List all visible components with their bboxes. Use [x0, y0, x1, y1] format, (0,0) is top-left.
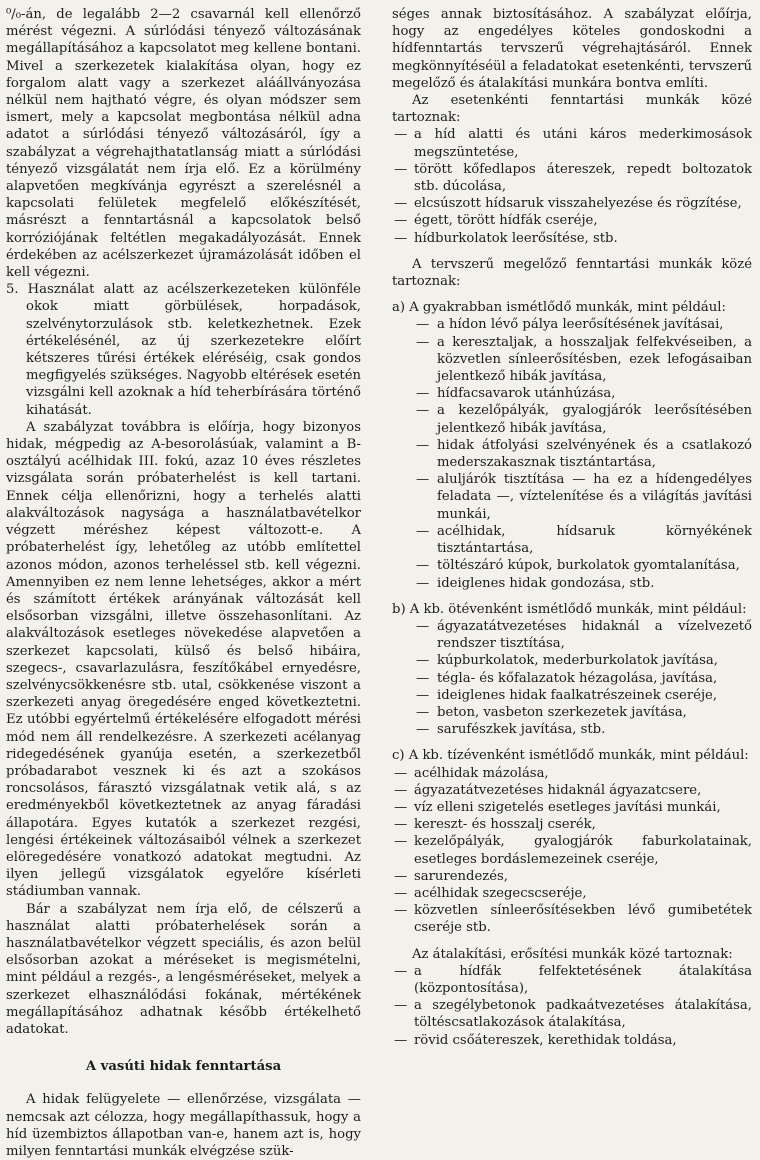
list-item: — beton, vasbeton szerkezetek javítása,: [392, 704, 752, 721]
paragraph: ⁰/₀-án, de legalább 2—2 csavarnál kell ellenőrző mérést végezni. A súrlódási tényező változásának megállapításához a kapcsolatot meg kellene bontani. Mivel a szerkezetek kialakítása olyan, hogy ez forgalom alatt vagy a szerkezet aláállványozása nélkül nem hajtható végre, és olyan módszer sem ismert, mely a kapcsolat megbontása nélkül adna adatot a súrlódási tényező változásáról, így a szabályzat a végrehajthatatlanság miatt a súrlódási tényező vizsgálatát nem írja elő. Ez a körülmény alapvetően megkívánja egyrészt a szerelésnél a kapcsolati felületek megfelelő előkészítését, másrészt a fenntartásnál a kapcsolatok belső korróziójának feltétlen megakadályozását. Ennek érdekében az acélszerkezet újramázolását időben el kell végezni.: [6, 7, 361, 281]
list-item: — elcsúszott hídsaruk visszahelyezése és rögzítése,: [392, 195, 752, 212]
list-item: — a szegélybetonok padkaátvezetéses átalakítása, töltéscsatlakozások átalakítása,: [392, 997, 752, 1031]
right-column: [392, 6, 752, 1049]
section-a-list: [392, 316, 752, 591]
section-c-intro: c) A kb. tízévenként ismétlődő munkák, mint például:: [392, 748, 749, 764]
list-item: — a híd alatti és utáni káros mederkimosások megszüntetése,: [392, 126, 752, 160]
list-item: — közvetlen sínleerősítésekben lévő gumibetétek cseréje stb.: [392, 902, 752, 936]
list-item: — a kezelőpályák, gyalogjárók leerősítésében jelentkező hibák javítása,: [392, 402, 752, 436]
list-item: — rövid csőátereszek, kerethidak toldása,: [392, 1032, 752, 1049]
paragraph: Az esetenkénti fenntartási munkák közé tartoznak:: [392, 93, 752, 126]
conversion-works-list: [392, 963, 752, 1049]
paragraph: A hidak felügyelete — ellenőrzése, vizsgálata — nemcsak azt célozza, hogy megállapíthassuk, hogy a híd üzembiztos állapotban van-e, hanem azt is, hogy milyen fenntartási munkák elvégzése szük-: [6, 1092, 361, 1159]
list-item: — hidak átfolyási szelvényének és a csatlakozó mederszakasznak tisztántartása,: [392, 437, 752, 471]
list-item: — törött kőfedlapos átereszek, repedt boltozatok stb. dúcolása,: [392, 161, 752, 195]
list-item: — ideiglenes hidak faalkatrészeinek cseréje,: [392, 687, 752, 704]
list-item: — töltészáró kúpok, burkolatok gyomtalanítása,: [392, 557, 752, 574]
paragraph: Az átalakítási, erősítési munkák közé tartoznak:: [412, 946, 733, 962]
section-b-list: [392, 618, 752, 738]
list-item: — aluljárók tisztítása — ha ez a hídengedélyes feladata —, víztelenítése és a világítás javítási munkái,: [392, 471, 752, 523]
list-item: — kereszt- és hosszalj cserék,: [392, 816, 752, 833]
list-item: — hídburkolatok leerősítése, stb.: [392, 230, 752, 247]
paragraph: Bár a szabályzat nem írja elő, de célszerű a használat alatti próbaterhelések során a használatbavételkor végzett speciális, és azon belül elsősorban azokat a méréseket is megismételni, mint például a rezgés-, a lengésméréseket, melyek a szerkezet elhasználódási fokának, mértékének megállapításához adhatnak később értékelhető adatokat.: [6, 901, 361, 1037]
section-heading: A vasúti hidak fenntartása: [85, 1059, 282, 1075]
list-item: — égett, törött hídfák cseréje,: [392, 212, 752, 229]
list-item: — acélhidak, hídsaruk környékének tisztántartása,: [392, 523, 752, 557]
list-item: — kezelőpályák, gyalogjárók faburkolatainak, esetleges bordáslemezeinek cseréje,: [392, 833, 752, 867]
list-item: — ágyazatátvezetéses hidaknál ágyazatcsere,: [392, 782, 752, 799]
list-item: — sarurendezés,: [392, 868, 752, 885]
paragraph: A szabályzat továbbra is előírja, hogy bizonyos hidak, mégpedig az A-besorolásúak, valamint a B-osztályú acélhidak III. fokú, azaz 10 éves részletes vizsgálata során próbaterhelést is kell tartani. Ennek célja ellenőrizni, hogy a terhelés alatti alakváltozások nagysága a használatbavételkor végzett méréshez képest változott-e. A próbaterhelést így, lehetőleg az utóbb említettel azonos módon, azonos terheléssel stb. kell végezni. Amennyiben ez nem lenne lehetséges, akkor a mért és számított értékek arányának változását kell elsősorban vizsgálni, illetve összehasonlítani. Az alakváltozások esetleges növekedése alapvetően a szerkezet kapcsolati, külső és belső hibáira, szegecs-, csavarlazulásra, feszítőkábel ernyedésre, szelvénycsökkenésre stb. utal, csökkenése viszont a szerkezeti anyag öregedésére enged következtetni. Ez utóbbi egyértelmű értékelésére elfogadott mérési mód nem áll rendelkezésre. A szerkezeti acélanyag ridegedésének gyanúja esetén, a szerkezetből próbadarabot vesznek ki és azt a szokásos roncsolásos, fárasztó vizsgálatnak vetik alá, s az eredményekből következtetnek az anyag fáradási állapotára. Egyes kutatók a szerkezet rezgési, lengési értékeinek változásaiból vélnek a szerkezet elöregedésére vonatkozó adatokat megtudni. Az ilyen jellegű vizsgálatok egyelőre kísérleti stádiumban vannak.: [6, 419, 361, 900]
list-item: — ágyazatátvezetéses hidaknál a vízelvezető rendszer tisztítása,: [392, 618, 752, 652]
list-item: — a hídon lévő pálya leerősítésének javításai,: [392, 316, 752, 333]
paragraph: séges annak biztosításához. A szabályzat előírja, hogy az engedélyes köteles gondoskodni a hídfenntartás tervszerű végrehajtásáról. Ennek megkönnyítéséül a feladatokat esetenkénti, tervszerű megelőző és átalakítási munkára bontva említi.: [392, 7, 752, 91]
list-item: — kúpburkolatok, mederburkolatok javítása,: [392, 652, 752, 669]
list-item: — a keresztaljak, a hosszaljak felfekvéseiben, a közvetlen sínleerősítésben, ezek lefogásaiban jelentkező hibák javítása,: [392, 334, 752, 386]
numbered-paragraph-5: 5. Használat alatt az acélszerkezeteken különféle okok miatt görbülések, horpadások, szelvénytorzulások stb. keletkezhetnek. Ezek értékelésénél, az új szerkezetekre előírt kétszeres tűrési értékek eléréséig, csak gondos megfigyelés szükséges. Nagyobb eltérések esetén vizsgálni kell azoknak a híd teherbírására történő kihatását.: [6, 282, 361, 418]
list-item: — víz elleni szigetelés esetleges javítási munkái,: [392, 799, 752, 816]
section-a-intro: a) A gyakrabban ismétlődő munkák, mint például:: [392, 300, 726, 316]
section-b-intro: b) A kb. ötévenként ismétlődő munkák, mint például:: [392, 601, 747, 617]
paragraph: A tervszerű megelőző fenntartási munkák közé tartoznak:: [392, 256, 752, 290]
list-item: — sarufészkek javítása, stb.: [392, 721, 752, 738]
list-item: — acélhidak szegecscseréje,: [392, 885, 752, 902]
list-item: — ideiglenes hidak gondozása, stb.: [392, 575, 752, 592]
section-c-list: [392, 765, 752, 937]
list-item: — acélhidak mázolása,: [392, 765, 752, 782]
occasional-works-list: [392, 126, 752, 246]
list-item: — hídfacsavarok utánhúzása,: [392, 385, 752, 402]
list-item: — a hídfák felfektetésének átalakítása (központosítása),: [392, 963, 752, 997]
left-column: [6, 6, 361, 1160]
list-item: — tégla- és kőfalazatok hézagolása, javítása,: [392, 670, 752, 687]
